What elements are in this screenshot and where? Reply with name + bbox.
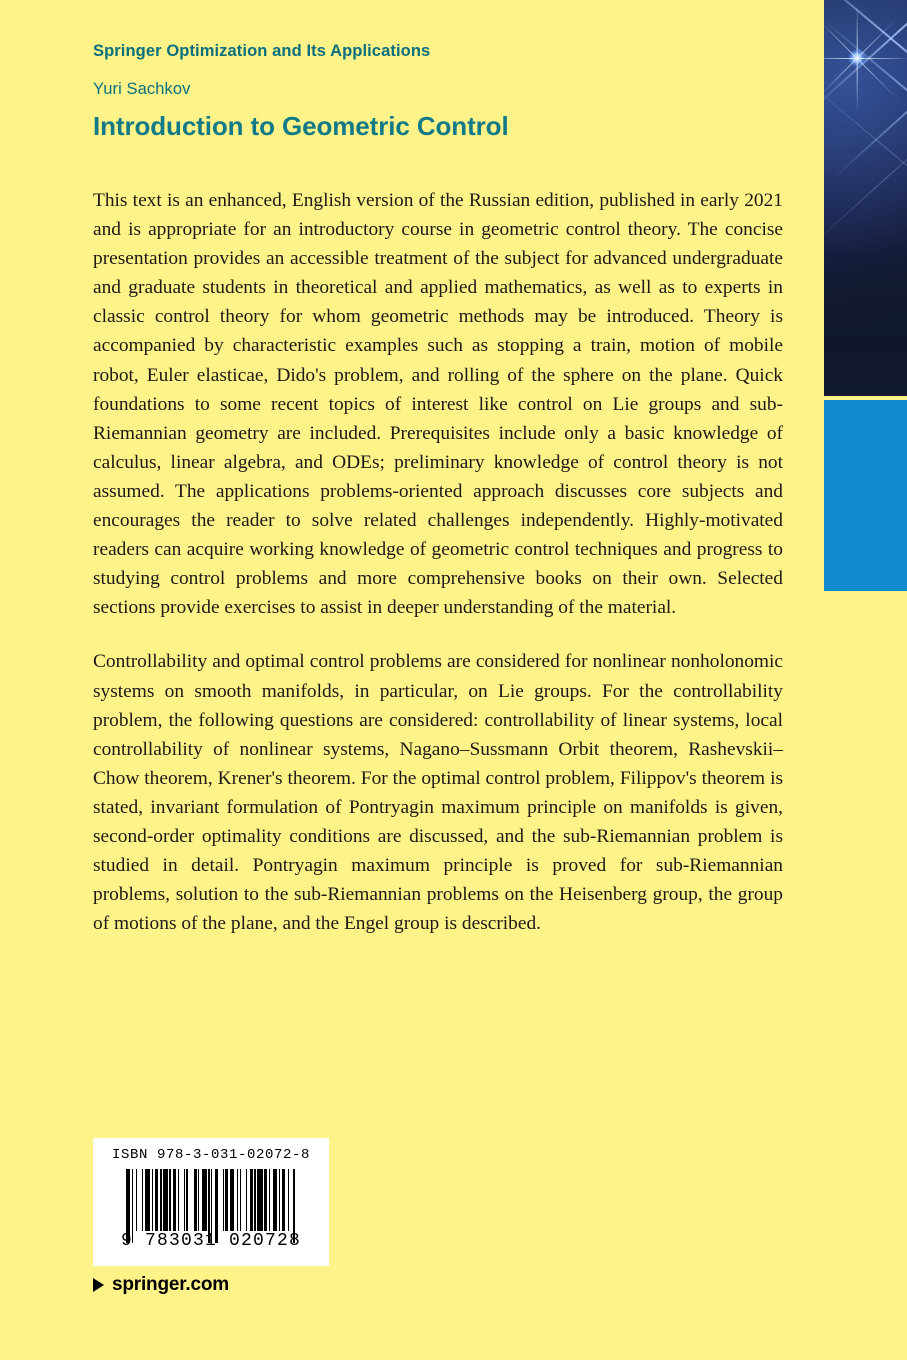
blurb-paragraph: This text is an enhanced, English version of the Russian edition, published in early 2021 and is appropriate for an introductory course in geometric control theory. The concise presentation provides an accessible treatment of the subject for advanced undergraduate and graduate students in theoretical and applied mathematics, as well as to experts in classic control theory for whom geometric methods may be introduced. Theory is accompanied by characteristic examples such as stopping a train, motion of mobile robot, Euler elasticae, Dido's problem, and rolling of the sphere on the plane. Quick foundations to some recent topics of interest like control on Lie groups and sub-Riemannian geometry are included. Prerequisites include only a basic knowledge of calculus, linear algebra, and ODEs; preliminary knowledge of control theory is not assumed. The applications problems-oriented approach discusses core subjects and encourages the reader to solve related challenges independently. Highly-motivated readers can acquire working knowledge of geometric control techniques and progress to studying control problems and more comprehensive books on their own. Selected sections provide exercises to assist in deeper understanding of the material.: [93, 190, 783, 619]
series-title: Springer Optimization and Its Applications: [93, 42, 431, 60]
blurb-section: [93, 186, 783, 938]
page-title: Introduction to Geometric Control: [93, 111, 509, 141]
cover-spine-decoration: [824, 0, 907, 1360]
diagonal-line: [824, 70, 907, 231]
blue-accent-block: [824, 400, 907, 591]
author-name: Yuri Sachkov: [93, 80, 191, 98]
isbn-label: ISBN 978-3-031-02072-8: [111, 1147, 311, 1163]
play-triangle-icon: [93, 1278, 104, 1292]
starburst-flare-icon: [857, 58, 858, 59]
isbn-barcode: [93, 1138, 329, 1266]
cover-text-column: [93, 0, 783, 938]
barcode-digits: 9 783031 020728: [120, 1231, 302, 1251]
panel-fade: [824, 246, 907, 396]
springer-url-label: springer.com: [112, 1274, 229, 1295]
springer-url[interactable]: [93, 1274, 229, 1296]
flare-ray: [824, 58, 907, 59]
navy-graphic-panel: [824, 0, 907, 396]
blurb-paragraph: Controllability and optimal control problems are considered for nonlinear nonholonomic systems on smooth manifolds, in particular, on Lie groups. For the controllability problem, the following questions are considered: controllability of linear systems, local controllability of nonlinear systems, Nagano–Sussmann Orbit theorem, Rashevskii–Chow theorem, Krener's theorem. For the optimal control problem, Filippov's theorem is stated, invariant formulation of Pontryagin maximum principle on manifolds is given, second-order optimality conditions are discussed, and the sub-Riemannian problem is studied in detail. Pontryagin maximum principle is proved for sub-Riemannian problems, solution to the sub-Riemannian problems on the Heisenberg group, the group of motions of the plane, and the Engel group is described.: [93, 651, 783, 935]
